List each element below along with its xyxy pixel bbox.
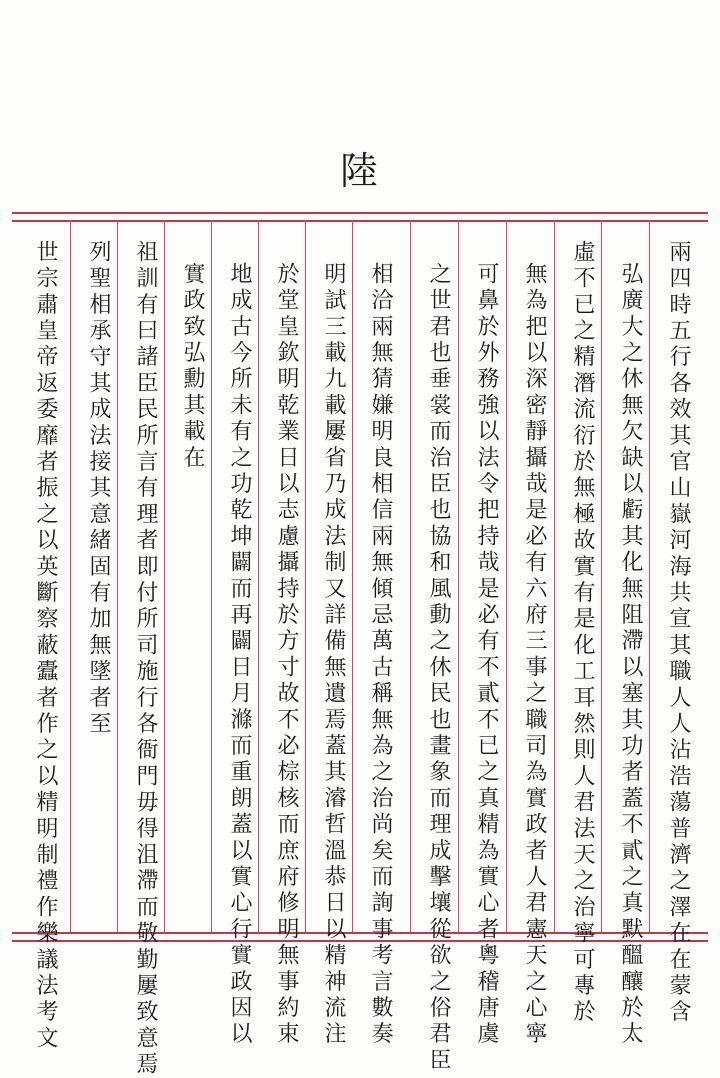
- text-column-13: 列聖相承守其成法接其意緒固有加無墜者至: [86, 240, 111, 738]
- bottom-rule-outer: [12, 940, 708, 942]
- text-column-5: 可鼻於外務強以法令把持哉是必有不貳不已之真精為實心者粵稽唐虞: [474, 262, 499, 1048]
- text-column-8: 明試三載九載屢省乃成法制又詳備無遺焉蓋其濬哲溫恭日以精神流注: [321, 262, 346, 1048]
- text-column-9: 於堂皇欽明乾業日以志慮攝持於方寸故不必棕核而庶府修明無事約束: [274, 262, 299, 1048]
- text-column-3: 虛不已之精潛流衍於無極故實有是化工耳然則人君法天之治寧可專於: [570, 240, 595, 1026]
- column-divider: [211, 220, 212, 932]
- text-column-2: 弘廣大之休無欠缺以虧其化無阻滯以塞其功者蓋不貳之真默醞釀於太: [618, 262, 643, 1048]
- column-divider: [117, 220, 118, 932]
- column-divider: [70, 220, 71, 932]
- ruled-text-frame: [12, 212, 708, 1078]
- text-column-12: 祖訓有曰諸臣民所言有理者即付所司施行各衙門毋得沮滯而敬勤屢致意焉: [133, 240, 158, 1078]
- column-divider: [458, 220, 459, 932]
- column-divider: [258, 220, 259, 932]
- bottom-rule-inner: [12, 932, 708, 934]
- text-column-6: 之世君也垂裳而治臣也協和風動之休民也畫象而理成擊壤從欲之俗君臣: [426, 262, 451, 1075]
- page-title: 陸: [339, 149, 380, 193]
- column-divider: [601, 220, 602, 932]
- text-column-11: 實政致弘勳其載在: [180, 262, 205, 472]
- text-column-14: 世宗肅皇帝返委靡者振之以英斷察蔽蠹者作之以精明制禮作樂議法考文: [33, 240, 58, 1053]
- column-divider: [506, 220, 507, 932]
- text-column-4: 無為把以深密靜攝哉是必有六府三事之職司為實政者人君憲天之心寧: [522, 262, 547, 1048]
- column-divider: [649, 220, 650, 932]
- column-divider: [305, 220, 306, 932]
- column-divider: [352, 220, 353, 932]
- text-column-7: 相洽兩無猜嫌明良相信兩無傾忌萬古稱無為之治尚矣而詢事考言數奏: [368, 262, 393, 1048]
- column-divider: [410, 220, 411, 932]
- column-divider: [554, 220, 555, 932]
- text-column-10: 地成古今所未有之功乾坤闢而再闢日月滌而重朗蓋以實心行實政因以: [227, 262, 252, 1048]
- column-divider: [164, 220, 165, 932]
- top-rule-outer: [12, 212, 708, 214]
- text-column-1: 兩四時五行各效其官山嶽河海共宣其職人人沾浩蕩普濟之澤在在蒙含: [666, 240, 691, 1026]
